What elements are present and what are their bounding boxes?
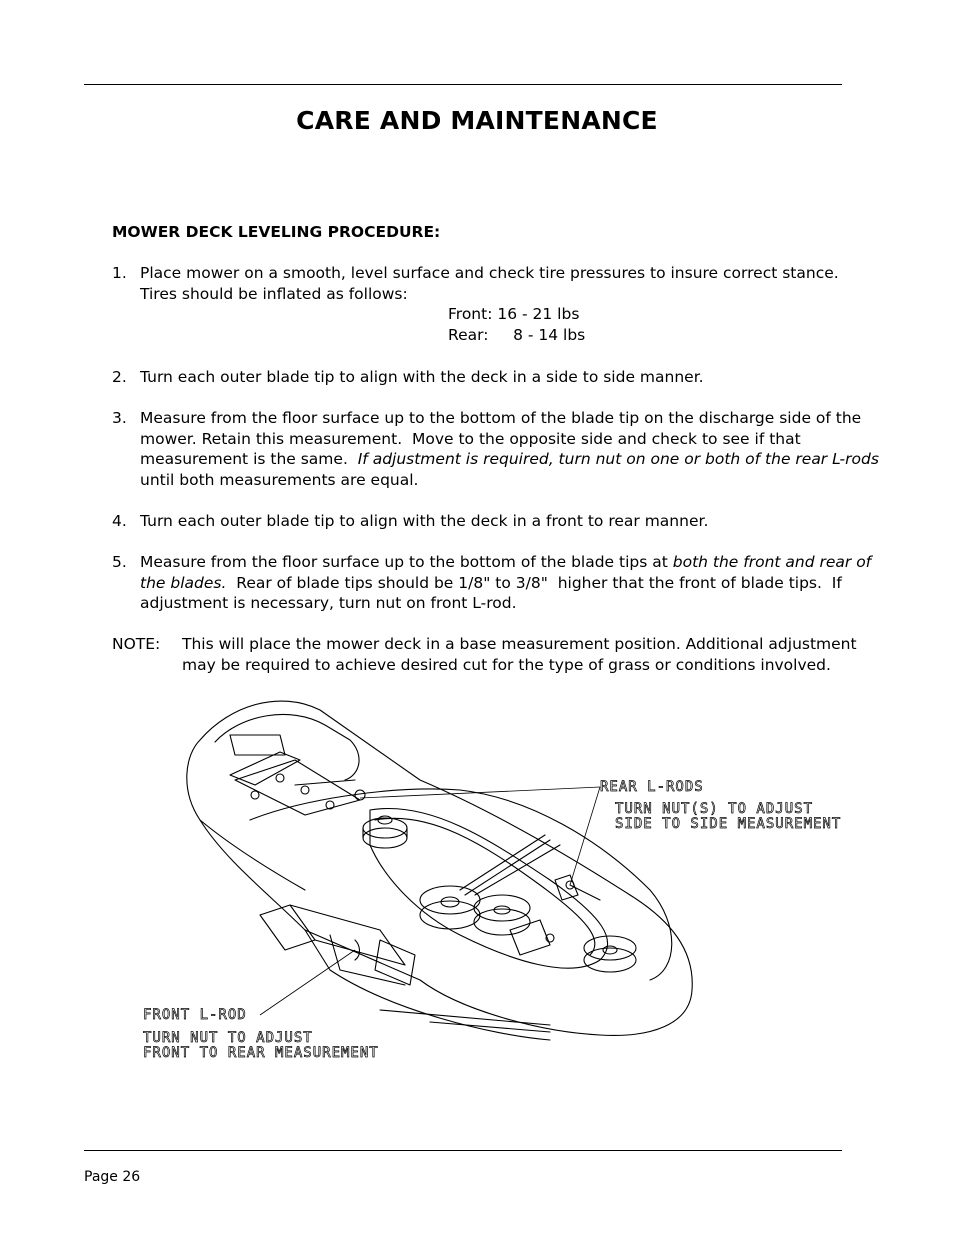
note-label: NOTE:	[112, 635, 161, 653]
front-l-rod-note: TURN NUT TO ADJUST	[143, 1030, 313, 1046]
step-text	[140, 552, 885, 614]
rear-l-rods-note: SIDE TO SIDE MEASUREMENT	[615, 816, 842, 832]
front-l-rod-note: FRONT TO REAR MEASUREMENT	[143, 1045, 379, 1061]
rear-l-rods-label: REAR L-RODS	[600, 779, 704, 795]
step-5	[112, 552, 882, 617]
step-text-part: Rear of blade tips should be 1/8" to 3/8" higher that the front of blade tips. If adjustment is necessary, turn nut on front L-rod.	[140, 573, 847, 613]
step-text-emphasis: If adjustment is required, turn nut on one or both of the rear L-rods	[357, 450, 879, 469]
rear-tire-pressure: Rear: 8 - 14 lbs	[448, 326, 586, 344]
header-rule	[84, 84, 842, 85]
mower-deck-drawing	[187, 701, 692, 1040]
step-text-part: until both measurements are equal.	[140, 450, 884, 490]
step-number: 5.	[112, 553, 127, 571]
front-tire-pressure: Front: 16 - 21 lbs	[448, 305, 580, 323]
step-text-part: Measure from the floor surface up to the bottom of the blade tip on the discharge side of the mower. Retain this measurement. Move to the opposite side and check to see if that measurement is the same.	[140, 409, 867, 469]
step-text: Tires should be inflated as follows:	[140, 284, 408, 303]
front-l-rod-label: FRONT L-ROD	[143, 1007, 247, 1023]
step-text-part: Measure from the floor surface up to the bottom of the blade tips at	[140, 553, 673, 571]
step-text: Turn each outer blade tip to align with the deck in a side to side manner.	[140, 368, 704, 386]
rear-l-rods-note: TURN NUT(S) TO ADJUST	[615, 801, 814, 817]
page-title: CARE AND MAINTENANCE	[296, 106, 658, 135]
note-text: This will place the mower deck in a base measurement position. Additional adjustment may be required to achieve desired cut for the type of grass or conditions involved.	[182, 635, 857, 674]
section-heading: MOWER DECK LEVELING PROCEDURE:	[112, 223, 441, 241]
page-number: Page 26	[84, 1169, 141, 1185]
step-text	[140, 408, 885, 491]
step-4	[112, 511, 882, 533]
step-number: 4.	[112, 512, 127, 530]
step-number: 2.	[112, 368, 127, 386]
step-text-emphasis: both the front and rear of the blades.	[140, 553, 872, 592]
step-number: 3.	[112, 409, 127, 427]
step-number: 1.	[112, 264, 127, 282]
mower-deck-diagram	[130, 680, 870, 1080]
step-2	[112, 367, 882, 389]
step-text: Turn each outer blade tip to align with the deck in a front to rear manner.	[140, 512, 709, 530]
footer-rule	[84, 1150, 842, 1151]
callout-leaders	[260, 787, 600, 1015]
step-text: Place mower on a smooth, level surface and check tire pressures to insure correct stance.	[140, 264, 839, 282]
step-3	[112, 408, 882, 493]
